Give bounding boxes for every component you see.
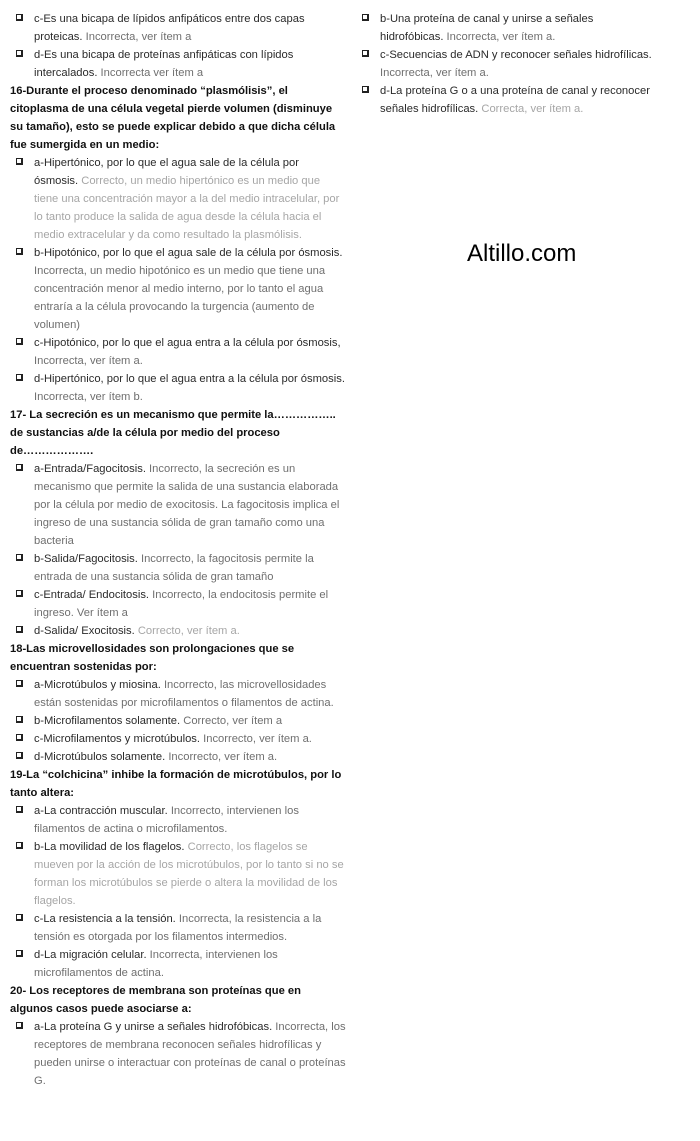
checkbox-square-icon: [16, 680, 23, 687]
checkbox-square-icon: [16, 716, 23, 723]
option-text: a-La contracción muscular.: [34, 805, 168, 817]
checkbox-square-icon: [16, 590, 23, 597]
question-heading: 19-La “colchicina” inhibe la formación de microtúbulos, por lo tanto altera:: [10, 769, 342, 799]
checkbox-square-icon: [16, 374, 23, 381]
right-column: [356, 10, 656, 118]
checkbox-square-icon: [16, 806, 23, 813]
checkbox-square-icon: [16, 842, 23, 849]
option-feedback: Correcta, ver ítem a.: [481, 103, 584, 115]
option-feedback: Incorrecta ver ítem a: [100, 67, 204, 79]
option-feedback: Incorrecta, ver ítem b.: [34, 391, 143, 403]
option-text: a-Microtúbulos y miosina.: [34, 679, 161, 691]
option-text: c-Microfilamentos y microtúbulos.: [34, 733, 200, 745]
checkbox-square-icon: [16, 1022, 23, 1029]
option-text: c-La resistencia a la tensión.: [34, 913, 176, 925]
left-column: [10, 10, 346, 1090]
option-text: b-Hipotónico, por lo que el agua sale de la célula por ósmosis.: [34, 247, 343, 259]
option-text: c-Secuencias de ADN y reconocer señales hidrofílicas.: [380, 49, 652, 61]
answer-option: [10, 802, 346, 838]
answer-option: [10, 334, 346, 370]
checkbox-square-icon: [16, 734, 23, 741]
option-feedback: Correcto, ver ítem a: [183, 715, 283, 727]
option-text: c-Hipotónico, por lo que el agua entra a la célula por ósmosis,: [34, 337, 341, 349]
option-feedback: Correcto, los flagelos se mueven por la acción de los microtúbulos, por lo tanto si no se forman los microtúbulos se pierde o altera la movilidad de los flagelos.: [34, 841, 344, 907]
answer-option: [356, 46, 656, 82]
option-text: d-Es una bicapa de proteínas anfipáticas con lípidos intercalados.: [34, 49, 294, 79]
checkbox-square-icon: [16, 554, 23, 561]
answer-option: [10, 1018, 346, 1090]
answer-option: [10, 586, 346, 622]
answer-option: [10, 244, 346, 334]
option-text: c-Entrada/ Endocitosis.: [34, 589, 150, 601]
option-feedback: Incorrecto, la endocitosis permite el ingreso. Ver ítem a: [34, 589, 329, 619]
answer-option: [10, 154, 346, 244]
checkbox-square-icon: [16, 158, 23, 165]
option-feedback: Incorrecta, los receptores de membrana reconocen señales hidrofílicas y pueden unirse o interactuar con proteínas de canal o proteínas G.: [34, 1021, 346, 1087]
answer-option: [10, 10, 346, 46]
option-text: a-Entrada/Fagocitosis.: [34, 463, 146, 475]
option-text: b-Salida/Fagocitosis.: [34, 553, 138, 565]
option-feedback: Incorrecto, la fagocitosis permite la entrada de una sustancia sólida de gran tamaño: [34, 553, 314, 583]
option-text: a-La proteína G y unirse a señales hidrofóbicas.: [34, 1021, 273, 1033]
option-text: b-Una proteína de canal y unirse a señales hidrofóbicas.: [380, 13, 594, 43]
answer-option: [356, 82, 656, 118]
question-heading: 20- Los receptores de membrana son proteínas que en algunos casos puede asociarse a:: [10, 985, 301, 1015]
answer-option: [10, 946, 346, 982]
option-feedback: Incorrecta, ver ítem a.: [34, 355, 143, 367]
checkbox-square-icon: [16, 338, 23, 345]
question-heading: 16-Durante el proceso denominado “plasmólisis”, el citoplasma de una célula vegetal pierde volumen (disminuye su tamaño), esto se puede explicar debido a que dicha célula fue sumergida en un medio:: [10, 85, 336, 151]
checkbox-square-icon: [16, 248, 23, 255]
checkbox-square-icon: [16, 752, 23, 759]
answer-option: [10, 730, 346, 748]
option-text: d-Microtúbulos solamente.: [34, 751, 166, 763]
option-feedback: Incorrecto, ver ítem a.: [203, 733, 312, 745]
option-feedback: Incorrecta, la resistencia a la tensión es otorgada por los filamentos intermedios.: [34, 913, 322, 943]
checkbox-square-icon: [362, 86, 369, 93]
option-feedback: Incorrecto, las microvellosidades están sostenidas por microfilamentos o filamentos de actina.: [34, 679, 334, 709]
answer-option: [10, 676, 346, 712]
answer-option: [10, 460, 346, 550]
option-text: d-La proteína G o a una proteína de canal y reconocer señales hidrofílicas.: [380, 85, 650, 115]
checkbox-square-icon: [16, 626, 23, 633]
option-feedback: Correcto, ver ítem a.: [137, 625, 240, 637]
option-text: d-Salida/ Exocitosis.: [34, 625, 135, 637]
question-heading: 17- La secreción es un mecanismo que permite la…………….. de sustancias a/de la célula por medio del proceso de……………….: [10, 409, 336, 457]
option-feedback: Correcto, un medio hipertónico es un medio que tiene una concentración mayor a la del medio intracelular, por lo tanto produce la salida de agua desde la célula hacia el medio extracelular y da como resultado la plasmólisis.: [34, 175, 340, 241]
answer-option: [356, 10, 656, 46]
site-watermark: Altillo.com: [467, 240, 577, 267]
checkbox-square-icon: [16, 14, 23, 21]
checkbox-square-icon: [362, 50, 369, 57]
option-text: a-Hipertónico, por lo que el agua sale de la célula por ósmosis.: [34, 157, 299, 187]
option-feedback: Incorrecta, ver ítem a.: [380, 67, 489, 79]
question-heading: 18-Las microvellosidades son prolongaciones que se encuentran sostenidas por:: [10, 643, 295, 673]
checkbox-square-icon: [16, 950, 23, 957]
answer-option: [10, 712, 346, 730]
answer-option: [10, 550, 346, 586]
option-text: d-Hipertónico, por lo que el agua entra a la célula por ósmosis.: [34, 373, 345, 385]
option-feedback: Incorrecta, ver ítem a.: [446, 31, 556, 43]
option-feedback: Incorrecto, ver ítem a.: [168, 751, 278, 763]
answer-option: [10, 838, 346, 910]
answer-option: [10, 46, 346, 82]
option-text: b-La movilidad de los flagelos.: [34, 841, 185, 853]
checkbox-square-icon: [16, 50, 23, 57]
option-text: d-La migración celular.: [34, 949, 147, 961]
option-feedback: Incorrecta, ver ítem a: [85, 31, 192, 43]
answer-option: [10, 910, 346, 946]
checkbox-square-icon: [362, 14, 369, 21]
checkbox-square-icon: [16, 464, 23, 471]
option-feedback: Incorrecta, intervienen los microfilamentos de actina.: [34, 949, 278, 979]
option-feedback: Incorrecta, un medio hipotónico es un medio que tiene una concentración menor al medio interno, por lo tanto el agua entraría a la célula provocando la turgencia (aumento de volumen): [34, 265, 326, 331]
answer-option: [10, 370, 346, 406]
option-feedback: Incorrecto, la secreción es un mecanismo que permite la salida de una sustancia elaborada por la célula por medio de exocitosis. La fagocitosis implica el ingreso de una sustancia sólida de gran tamaño como una bacteria: [34, 463, 340, 547]
answer-option: [10, 622, 346, 640]
checkbox-square-icon: [16, 914, 23, 921]
option-feedback: Incorrecto, intervienen los filamentos de actina o microfilamentos.: [34, 805, 299, 835]
answer-option: [10, 748, 346, 766]
option-text: b-Microfilamentos solamente.: [34, 715, 181, 727]
option-text: c-Es una bicapa de lípidos anfipáticos entre dos capas proteicas.: [34, 13, 305, 43]
